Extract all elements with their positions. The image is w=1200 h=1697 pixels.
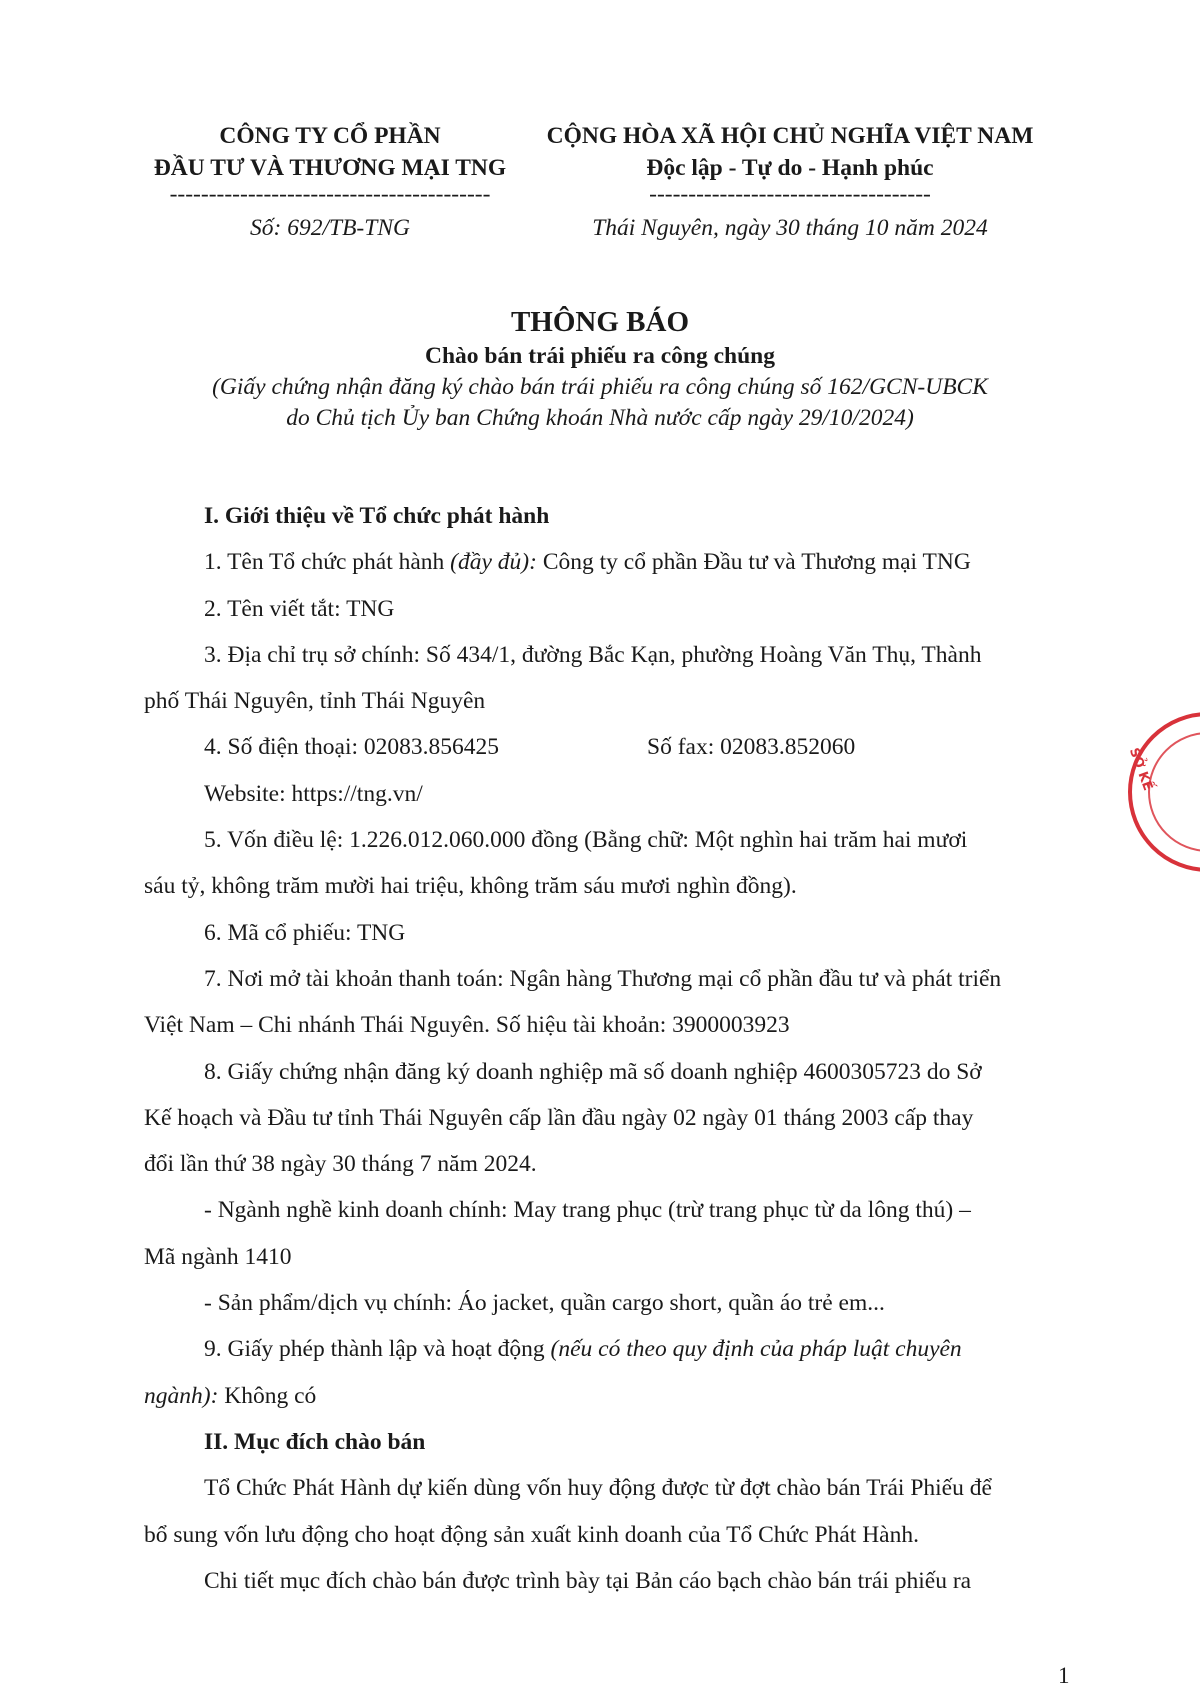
company-line2: ĐẦU TƯ VÀ THƯƠNG MẠI TNG — [153, 155, 507, 181]
item-1-value: Công ty cổ phần Đầu tư và Thương mại TNG — [536, 549, 971, 576]
industry-line1: - Ngành nghề kinh doanh chính: May trang phục (trừ trang phục từ da lông thú) – — [204, 1197, 971, 1224]
company-divider: ----------------------------------------- — [169, 184, 491, 204]
title-block — [130, 303, 1070, 434]
national-divider: ------------------------------------ — [649, 184, 931, 204]
item-9-line2 — [144, 1373, 1070, 1419]
item-7-line1: 7. Nơi mở tài khoản thanh toán: Ngân hàng Thương mại cổ phần đầu tư và phát triển — [204, 965, 1002, 992]
certificate-line1: (Giấy chứng nhận đăng ký chào bán trái phiếu ra công chúng số 162/GCN-UBCK — [212, 374, 988, 400]
item-5-line2: sáu tỷ, không trăm mười hai triệu, không trăm sáu mươi nghìn đồng). — [144, 873, 797, 900]
detail-line: Chi tiết mục đích chào bán được trình bày tại Bản cáo bạch chào bán trái phiếu ra — [204, 1567, 972, 1594]
industry-line2: Mã ngành 1410 — [144, 1243, 292, 1270]
item-1-label: 1. Tên Tổ chức phát hành — [204, 549, 451, 576]
item-9-line1 — [204, 1326, 1070, 1372]
certificate-line2: do Chủ tịch Ủy ban Chứng khoán Nhà nước cấp ngày 29/10/2024) — [286, 405, 914, 431]
document-header — [0, 120, 1200, 250]
red-seal-stamp — [1125, 712, 1200, 872]
national-motto: Độc lập - Tự do - Hạnh phúc — [646, 155, 934, 181]
purpose-line2: bổ sung vốn lưu động cho hoạt động sản xuất kinh doanh của Tổ Chức Phát Hành. — [144, 1521, 919, 1548]
item-4 — [204, 724, 1070, 770]
item-9-value: Không có — [218, 1382, 317, 1409]
item-2: 2. Tên viết tắt: TNG — [204, 595, 395, 622]
fax: Số fax: 02083.852060 — [647, 734, 856, 761]
company-line1: CÔNG TY CỔ PHẦN — [219, 123, 441, 149]
item-5-line1: 5. Vốn điều lệ: 1.226.012.060.000 đồng (Bằng chữ: Một nghìn hai trăm hai mươi — [204, 827, 968, 854]
national-block — [535, 120, 1045, 244]
company-block — [140, 120, 520, 244]
item-7-line2: Việt Nam – Chi nhánh Thái Nguyên. Số hiệu tài khoản: 3900003923 — [144, 1012, 790, 1039]
item-1-note: (đầy đủ): — [450, 549, 537, 576]
seal-text: SỞ KẾ — [1125, 746, 1156, 793]
item-8-line1: 8. Giấy chứng nhận đăng ký doanh nghiệp mã số doanh nghiệp 4600305723 do Sở — [204, 1058, 982, 1085]
seal-inner-ring — [1148, 732, 1200, 852]
phone: 4. Số điện thoại: 02083.856425 — [204, 734, 500, 761]
national-line1: CỘNG HÒA XÃ HỘI CHỦ NGHĨA VIỆT NAM — [546, 123, 1034, 149]
item-9-label: 9. Giấy phép thành lập và hoạt động — [204, 1336, 551, 1363]
item-9-note: (nếu có theo quy định của pháp luật chuyên — [550, 1336, 962, 1363]
item-1 — [204, 539, 1070, 585]
item-3-line1: 3. Địa chỉ trụ sở chính: Số 434/1, đường Bắc Kạn, phường Hoàng Văn Thụ, Thành — [204, 641, 982, 668]
item-9-note-end: ngành): — [144, 1382, 219, 1409]
page-title: THÔNG BÁO — [510, 306, 690, 338]
document-body — [144, 493, 1070, 1604]
item-3-line2: phố Thái Nguyên, tỉnh Thái Nguyên — [144, 688, 486, 715]
website: Website: https://tng.vn/ — [204, 780, 423, 807]
item-8-line3: đổi lần thứ 38 ngày 30 tháng 7 năm 2024. — [144, 1151, 537, 1178]
section-2-heading: II. Mục đích chào bán — [204, 1428, 426, 1455]
products: - Sản phẩm/dịch vụ chính: Áo jacket, quần cargo short, quần áo trẻ em... — [204, 1290, 885, 1317]
page-subtitle: Chào bán trái phiếu ra công chúng — [425, 343, 775, 369]
item-8-line2: Kế hoạch và Đầu tư tỉnh Thái Nguyên cấp lần đầu ngày 02 ngày 01 tháng 2003 cấp thay — [144, 1104, 974, 1131]
document-number: Số: 692/TB-TNG — [250, 215, 410, 241]
section-1-heading: I. Giới thiệu về Tổ chức phát hành — [204, 503, 550, 529]
page-number: 1 — [1058, 1663, 1070, 1688]
item-6: 6. Mã cổ phiếu: TNG — [204, 919, 406, 946]
purpose-line1: Tổ Chức Phát Hành dự kiến dùng vốn huy động được từ đợt chào bán Trái Phiếu để — [204, 1475, 992, 1502]
document-date: Thái Nguyên, ngày 30 tháng 10 năm 2024 — [592, 215, 988, 241]
